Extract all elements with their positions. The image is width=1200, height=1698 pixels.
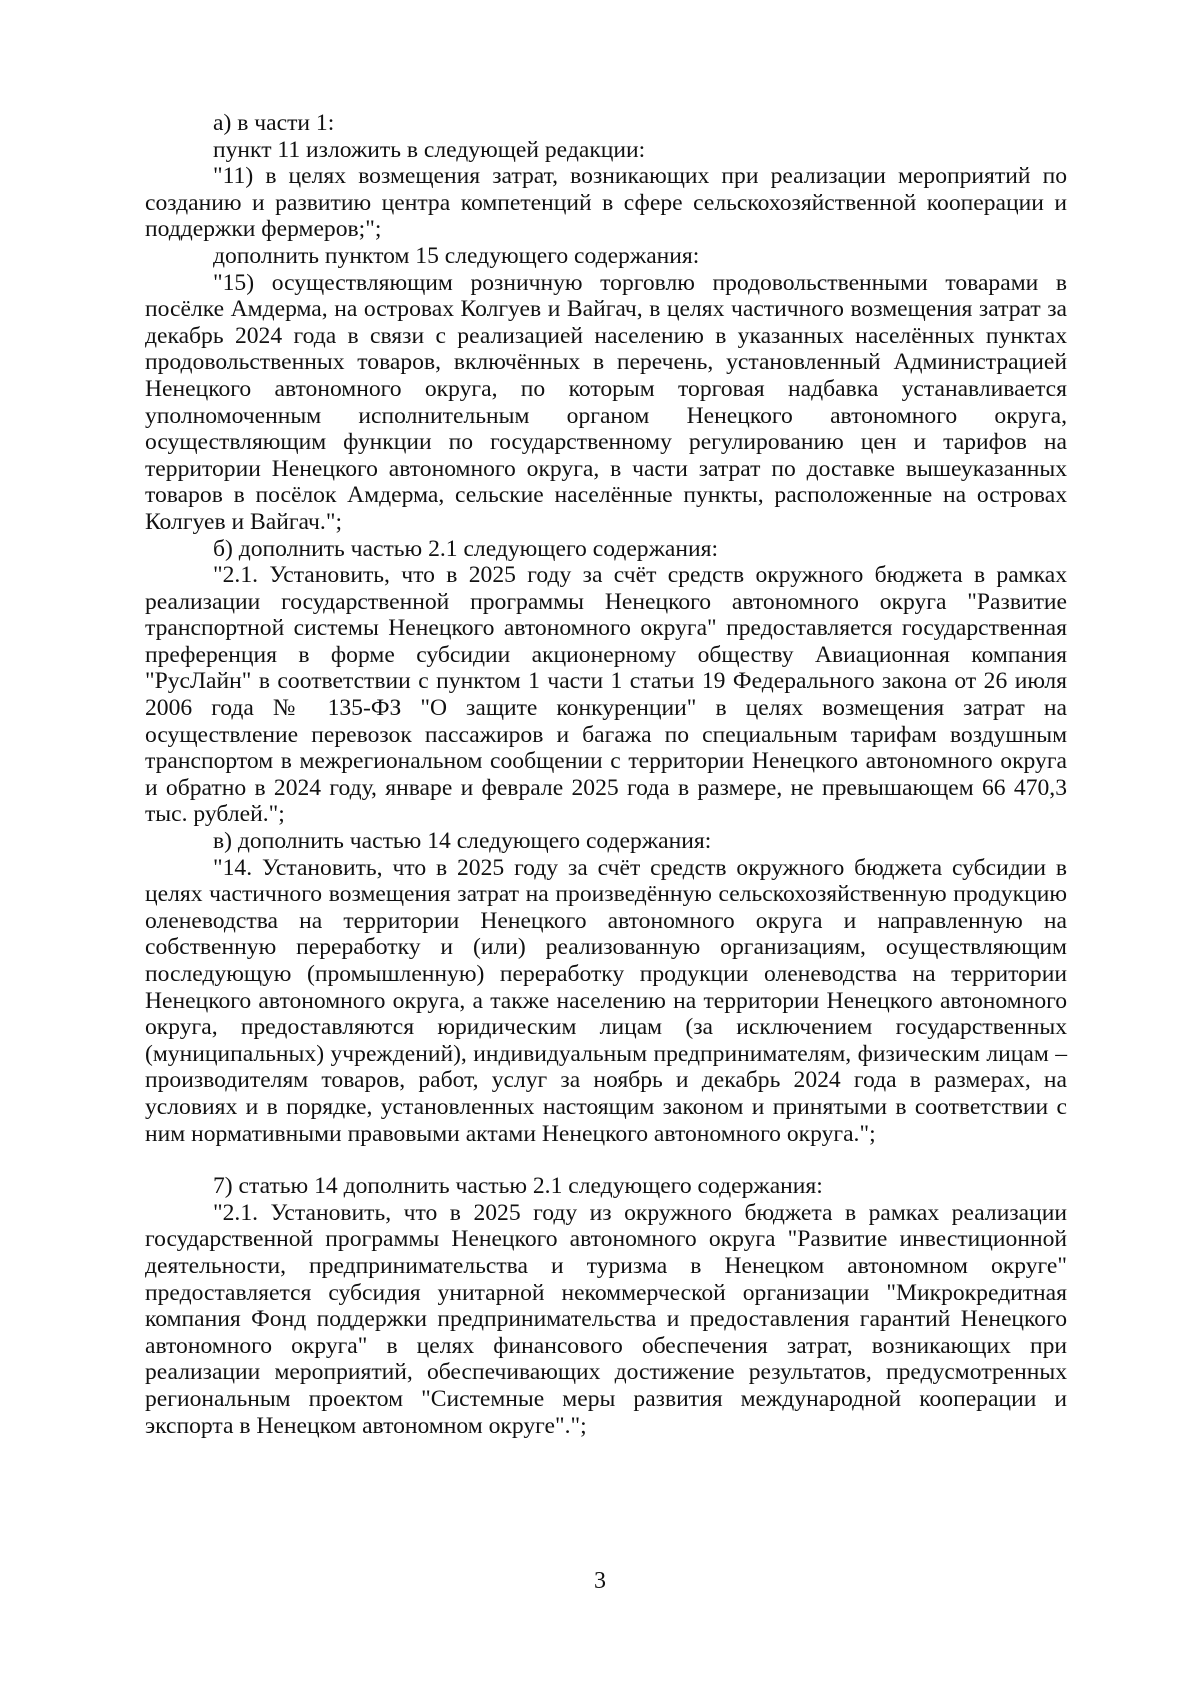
paragraph-item-7: 7) статью 14 дополнить частью 2.1 следующего содержания: <box>213 1173 823 1200</box>
paragraph-part-a: а) в части 1: <box>213 110 335 136</box>
document-body <box>145 110 1067 1439</box>
paragraph-part-14-text: "14. Установить, что в 2025 году за счёт средств окружного бюджета субсидии в целях частичного возмещения затрат на произведённую сельскохозяйственную продукцию оленеводства на территории Ненецкого автономного округа и направленную на собственную переработку и (или) реализованную организациям, осуществляющим последующую (промышленную) переработку продукции оленеводства на территории Ненецкого автономного округа, а также населению на территории Ненецкого автономного округа, предоставляются юридическим лицам (за исключением государственных (муниципальных) учреждений), индивидуальным предпринимателям, физическим лицам – производителям товаров, работ, услуг за ноябрь и декабрь 2024 года в размерах, на условиях и в порядке, установленных настоящим законом и принятыми в соответствии с ним нормативными правовыми актами Ненецкого автономного округа."; <box>145 854 1067 1147</box>
paragraph-point-11-text: "11) в целях возмещения затрат, возникающих при реализации мероприятий по созданию и развитию центра компетенций в сфере сельскохозяйственной кооперации и поддержки фермеров;"; <box>145 163 1067 243</box>
paragraph-point-15-text: "15) осуществляющим розничную торговлю продовольственными товарами в посёлке Амдерма, на островах Колгуев и Вайгач, в целях частичного возмещения затрат за декабрь 2024 года в связи с реализацией населению в указанных населённых пунктах продовольственных товаров, включённых в перечень, установленный Администрацией Ненецкого автономного округа, по которым торговая надбавка устанавливается уполномоченным исполнительным органом Ненецкого автономного округа, осуществляющим функции по государственному регулированию цен и тарифов на территории Ненецкого автономного округа, в части затрат по доставке вышеуказанных товаров в посёлок Амдерма, сельские населённые пункты, расположенные на островах Колгуев и Вайгач."; <box>145 269 1067 535</box>
paragraph-point-15-intro: дополнить пунктом 15 следующего содержания: <box>213 242 700 269</box>
paragraph-point-11-intro: пункт 11 изложить в следующей редакции: <box>213 136 646 163</box>
paragraph-spacer <box>145 1147 1067 1173</box>
paragraph-item-7-text: "2.1. Установить, что в 2025 году из окружного бюджета в рамках реализации государственной программы Ненецкого автономного округа "Развитие инвестиционной деятельности, предпринимательства и туризма в Ненецком автономном округе" предоставляется субсидия унитарной некоммерческой организации "Микрокредитная компания Фонд поддержки предпринимательства и предоставления гарантий Ненецкого автономного округа" в целях финансового обеспечения затрат, возникающих при реализации мероприятий, обеспечивающих достижение результатов, предусмотренных региональным проектом "Системные меры развития международной кооперации и экспорта в Ненецком автономном округе"."; <box>145 1199 1067 1439</box>
paragraph-part-b: б) дополнить частью 2.1 следующего содержания: <box>213 535 719 562</box>
paragraph-part-2-1-text: "2.1. Установить, что в 2025 году за счёт средств окружного бюджета в рамках реализации государственной программы Ненецкого автономного округа "Развитие транспортной системы Ненецкого автономного округа" предоставляется государственная преференция в форме субсидии акционерному обществу Авиационная компания "РусЛайн" в соответствии с пунктом 1 части 1 статьи 19 Федерального закона от 26 июля 2006 года № 135-ФЗ "О защите конкуренции" в целях возмещения затрат на осуществление перевозок пассажиров и багажа по специальным тарифам воздушным транспортом в межрегиональном сообщении с территории Ненецкого автономного округа и обратно в 2024 году, январе и феврале 2025 года в размере, не превышающем 66 470,3 тыс. рублей."; <box>145 562 1067 828</box>
paragraph-part-v: в) дополнить частью 14 следующего содержания: <box>213 828 712 855</box>
page-number: 3 <box>594 1568 606 1594</box>
